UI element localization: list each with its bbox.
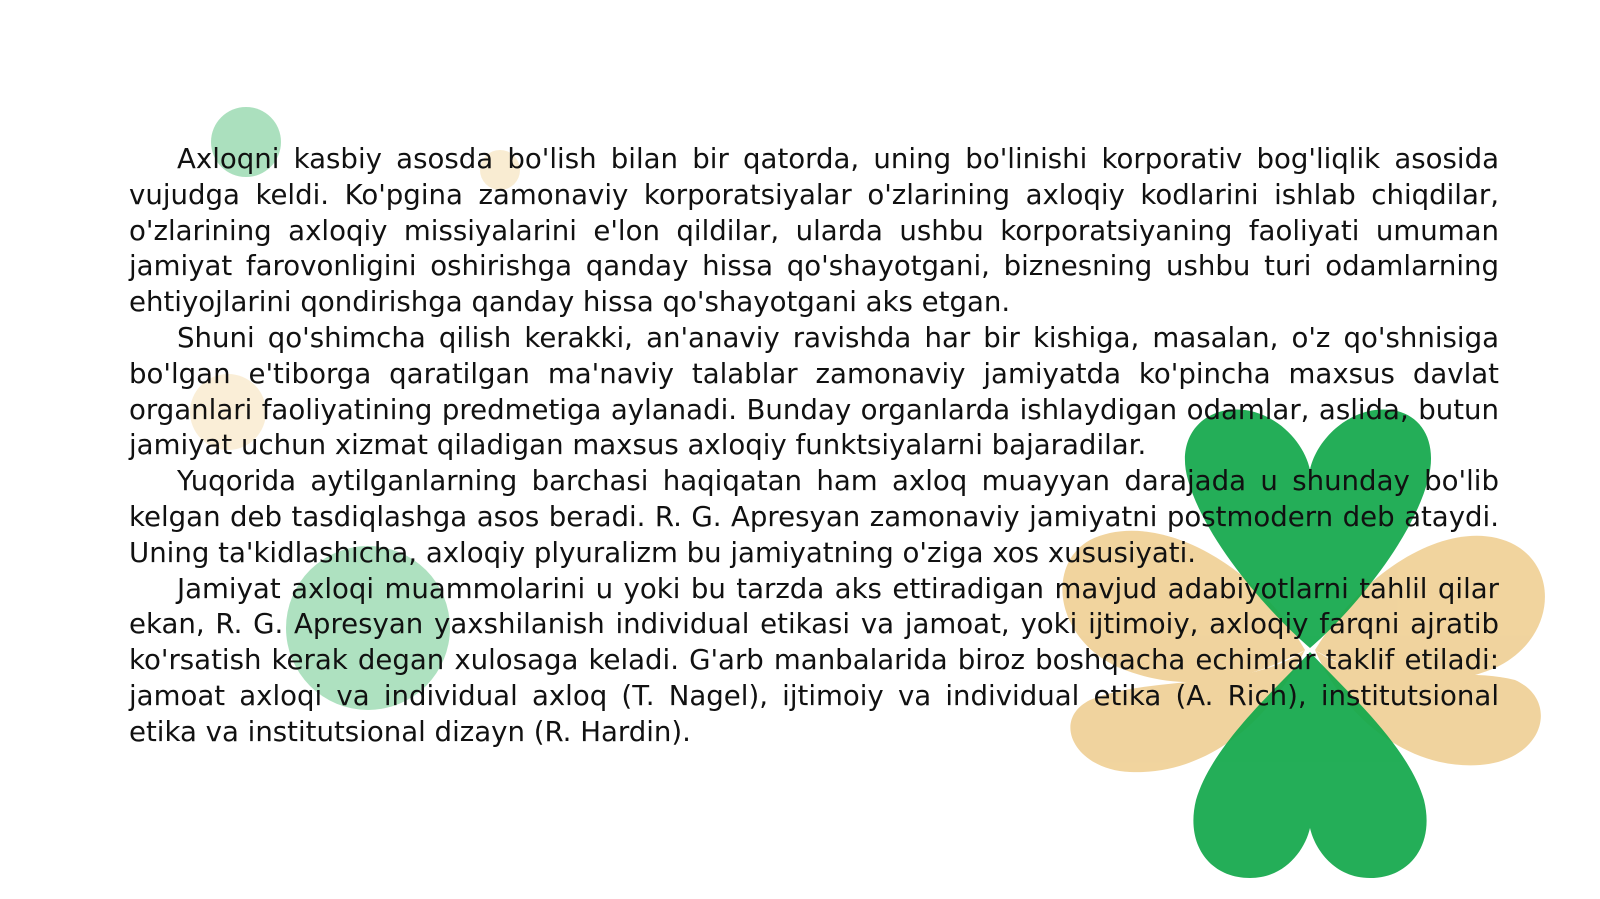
paragraph-1: Axloqni kasbiy asosda bo'lish bilan bir qatorda, uning bo'linishi korporativ bog'liqlik asosida vujudga keldi. Ko'pgina zamonaviy korporatsiyalar o'zlarining axloqiy kodlarini ishlab chiqdilar, o'zlarining axloqiy missiyalarini e'lon qildilar, ularda ushbu korporatsiyaning faoliyati umuman jamiyat farovonligini oshirishga qanday hissa qo'shayotgani, biznesning ushbu turi odamlarning ehtiyojlarini qondirishga qanday hissa qo'shayotgani aks etgan.: [129, 142, 1499, 319]
paragraph-2: Shuni qo'shimcha qilish kerakki, an'anaviy ravishda har bir kishiga, masalan, o'z qo'shnisiga bo'lgan e'tiborga qaratilgan ma'naviy talablar zamonaviy jamiyatda ko'pincha maxsus davlat organlari faoliyatining predmetiga aylanadi. Bunday organlarda ishlaydigan odamlar, aslida, butun jamiyat uchun xizmat qiladigan maxsus axloqiy funktsiyalarni bajaradilar.: [129, 320, 1499, 462]
document-text: [129, 141, 1499, 750]
paragraph-4: Jamiyat axloqi muammolarini u yoki bu tarzda aks ettiradigan mavjud adabiyotlarni tahlil qilar ekan, R. G. Apresyan yaxshilanish individual etikasi va jamoat, yoki ijtimoiy, axloqiy farqni ajratib ko'rsatish kerak degan xulosaga keladi. G'arb manbalarida biroz boshqacha echimlar taklif etiladi: jamoat axloqi va individual axloq (T. Nagel), ijtimoiy va individual etika (A. Rich), institutsional etika va institutsional dizayn (R. Hardin).: [129, 571, 1499, 748]
paragraph-3: Yuqorida aytilganlarning barchasi haqiqatan ham axloq muayyan darajada u shunday bo'lib kelgan deb tasdiqlashga asos beradi. R. G. Apresyan zamonaviy jamiyatni postmodern deb ataydi. Uning ta'kidlashicha, axloqiy plyuralizm bu jamiyatning o'ziga xos xususiyati.: [129, 464, 1499, 569]
